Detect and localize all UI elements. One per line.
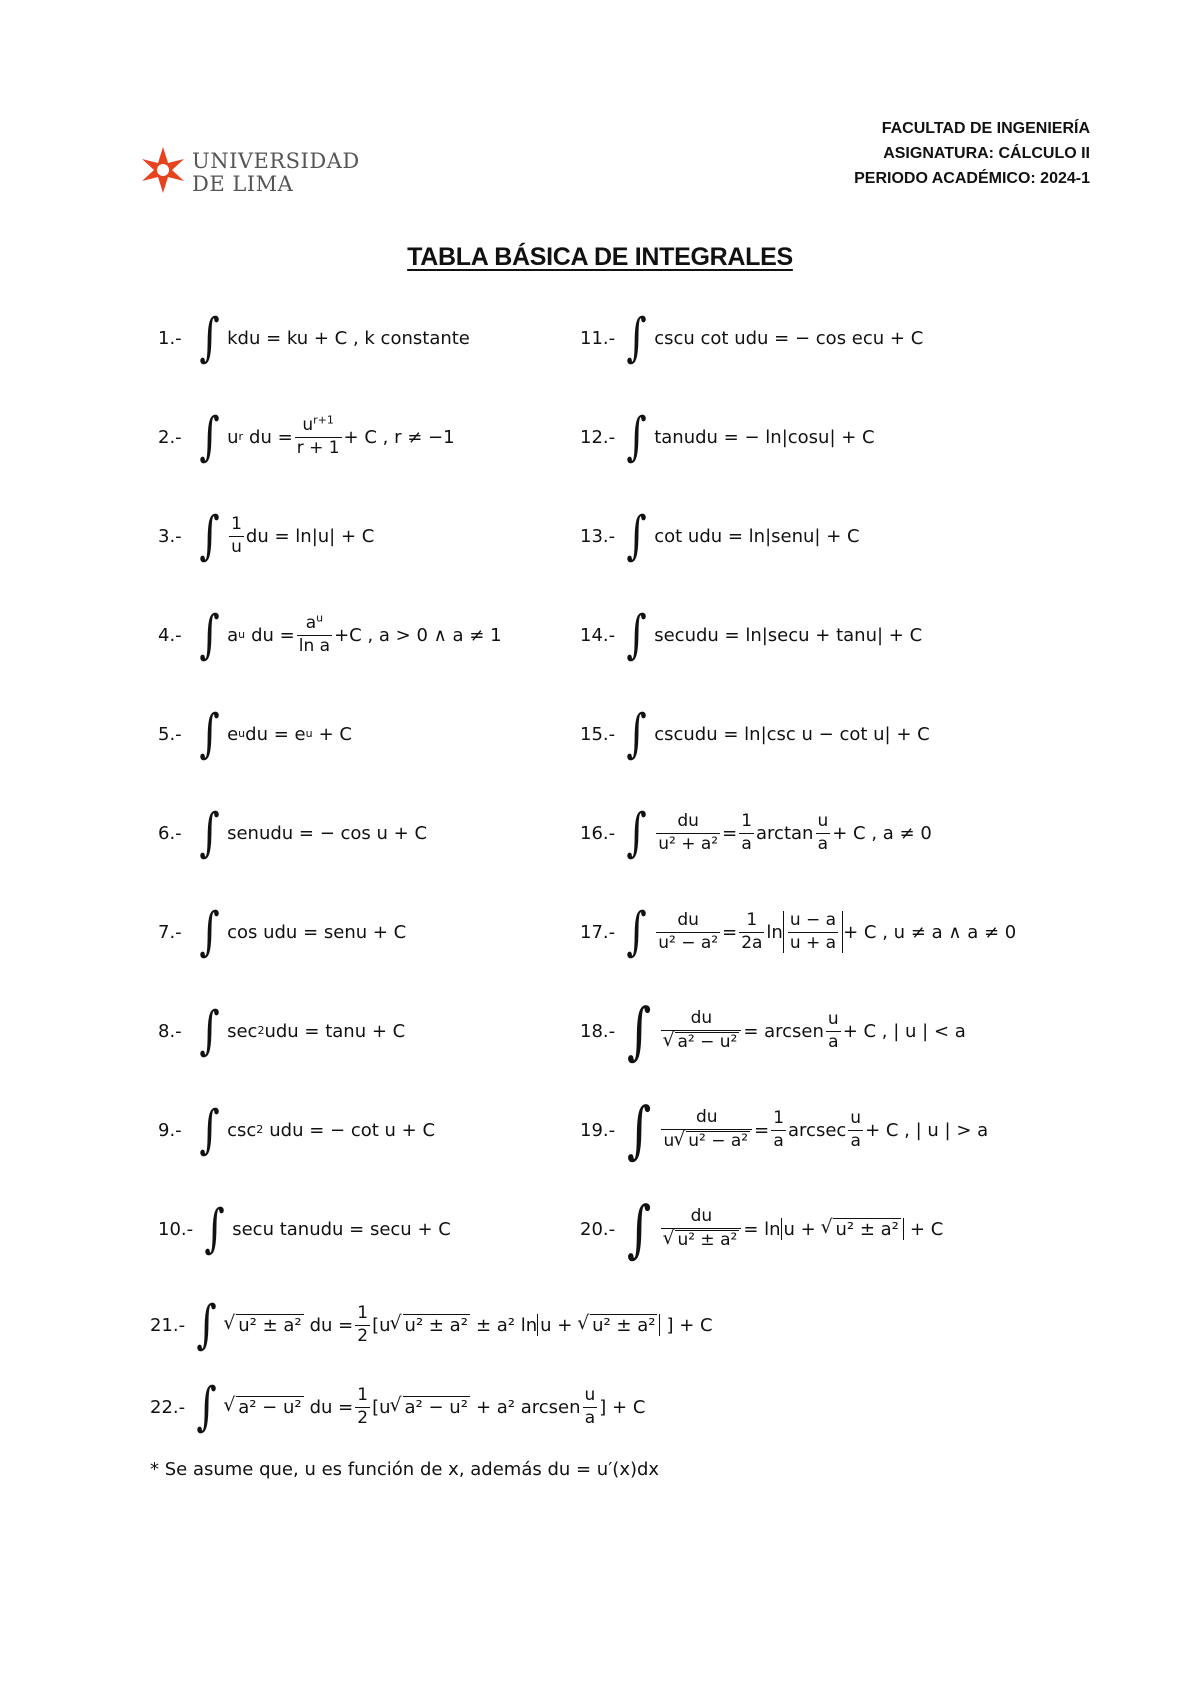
fraction-num: 1 bbox=[357, 1302, 369, 1323]
integral-sign: ∫ bbox=[626, 704, 647, 764]
formula-1 bbox=[158, 306, 470, 370]
formula-7 bbox=[158, 900, 406, 964]
formula-number: 7.- bbox=[158, 921, 182, 943]
fraction-num: 1 bbox=[773, 1107, 785, 1128]
logo-line1: UNIVERSIDAD bbox=[192, 149, 360, 173]
fraction bbox=[739, 812, 754, 854]
integral-sign: ∫ bbox=[627, 994, 652, 1067]
formula-6 bbox=[158, 801, 427, 865]
fraction bbox=[661, 1207, 741, 1250]
sqrt-expr: √ u² ± a² bbox=[236, 1314, 303, 1336]
fraction-num: 1 bbox=[746, 909, 758, 930]
fraction-den: 2 bbox=[357, 1407, 369, 1428]
fraction bbox=[295, 413, 342, 458]
formula-part: du = bbox=[309, 1314, 354, 1336]
logo-star-icon bbox=[138, 145, 188, 195]
integral-sign: ∫ bbox=[199, 308, 220, 368]
formula-part: + C bbox=[909, 1218, 944, 1240]
formula-part: + a² arcsen bbox=[475, 1396, 581, 1418]
formula-part: + C bbox=[318, 723, 352, 745]
formula-8: 8.- ∫ sec 2 udu = tanu + C bbox=[158, 1001, 406, 1061]
formula-part: a bbox=[227, 624, 239, 646]
fraction-num: 1 bbox=[357, 1384, 369, 1405]
formula-12 bbox=[580, 405, 875, 469]
fraction-num: du bbox=[677, 909, 699, 930]
integral-sign: ∫ bbox=[627, 1093, 652, 1166]
fraction-num: u − a bbox=[789, 909, 837, 930]
formula-number: 5.- bbox=[158, 723, 182, 745]
formula-number: 2.- bbox=[158, 426, 182, 448]
formula-part: = bbox=[722, 921, 738, 943]
fraction-den: a bbox=[741, 833, 752, 854]
formula-15 bbox=[580, 702, 930, 766]
formula-part: [u bbox=[372, 1314, 391, 1336]
integral-sign: ∫ bbox=[199, 1001, 220, 1061]
formula-number: 21.- bbox=[150, 1314, 186, 1336]
fraction-den: a bbox=[584, 1407, 596, 1428]
sqrt-expr: √ a² − u² bbox=[403, 1396, 470, 1418]
logo-line2: DE LIMA bbox=[192, 172, 294, 196]
formula-body: cscudu = ln|csc u − cot u| + C bbox=[654, 723, 930, 745]
absolute-value bbox=[783, 911, 843, 953]
fraction-den: u² − a² bbox=[658, 932, 719, 953]
formula-10 bbox=[158, 1197, 451, 1261]
formula-9: 9.- ∫ csc 2 udu = − cot u + C bbox=[158, 1100, 436, 1160]
integral-sign: ∫ bbox=[199, 506, 220, 566]
fraction bbox=[771, 1109, 786, 1151]
formula-part: + C , r ≠ −1 bbox=[343, 426, 455, 448]
formula-number: 1.- bbox=[158, 327, 182, 349]
integral-sign: ∫ bbox=[626, 308, 647, 368]
formula-part: du = bbox=[249, 426, 293, 448]
formula-part: u + bbox=[783, 1219, 816, 1240]
fraction bbox=[583, 1386, 598, 1428]
header-info bbox=[854, 116, 1090, 191]
formula-part: [u bbox=[372, 1396, 391, 1418]
formula-part: u bbox=[227, 426, 239, 448]
formula-part: = bbox=[754, 1119, 770, 1141]
fraction-num: du bbox=[695, 1107, 718, 1128]
fraction bbox=[229, 515, 244, 557]
integral-sign: ∫ bbox=[204, 1199, 225, 1259]
fraction bbox=[826, 1010, 841, 1052]
fraction-num: du bbox=[690, 1008, 713, 1029]
formula-number: 11.- bbox=[580, 327, 616, 349]
fraction-num: du bbox=[677, 810, 699, 831]
formula-5: 5.- ∫ e u du = e u + C bbox=[158, 704, 352, 764]
formula-22 bbox=[150, 1375, 645, 1439]
formula-part: du = ln|u| + C bbox=[245, 525, 375, 547]
formula-part: + C , a ≠ 0 bbox=[832, 822, 932, 844]
formula-number: 3.- bbox=[158, 525, 182, 547]
integral-sign: ∫ bbox=[196, 1377, 217, 1437]
integral-sign: ∫ bbox=[626, 506, 647, 566]
formula-16 bbox=[580, 801, 932, 865]
formula-number: 20.- bbox=[580, 1218, 616, 1240]
formula-3 bbox=[158, 504, 374, 568]
fraction-num: a bbox=[305, 612, 317, 633]
formula-part: u bbox=[663, 1131, 675, 1151]
fraction-num: u bbox=[850, 1107, 862, 1128]
integral-sign: ∫ bbox=[199, 902, 220, 962]
formula-2: 2.- ∫ u r du = $\frac{u^{r+1}}{r + 1}$ + C , r ≠ −1 bbox=[158, 407, 455, 467]
fraction-den: u bbox=[231, 536, 242, 557]
page-title: TABLA BÁSICA DE INTEGRALES bbox=[407, 243, 793, 271]
formula-body: senudu = − cos u + C bbox=[227, 822, 428, 844]
fraction bbox=[739, 911, 764, 953]
fraction-num: u bbox=[817, 810, 829, 831]
integral-sign: ∫ bbox=[626, 902, 647, 962]
formula-part: du = e bbox=[245, 723, 306, 745]
formula-part: arctan bbox=[756, 822, 814, 844]
formula-number: 12.- bbox=[580, 426, 616, 448]
formula-part: = arcsen bbox=[743, 1020, 824, 1042]
formula-part: arcsec bbox=[788, 1119, 847, 1141]
fraction-den: 2a bbox=[741, 932, 763, 953]
formula-part: udu = − cot u + C bbox=[269, 1119, 436, 1141]
formula-body: cos udu = senu + C bbox=[227, 921, 407, 943]
fraction-den: ln a bbox=[298, 635, 331, 656]
integral-sign: ∫ bbox=[626, 407, 647, 467]
formula-part: e bbox=[227, 723, 239, 745]
fraction bbox=[661, 1009, 741, 1052]
fraction bbox=[656, 911, 720, 953]
formula-4: 4.- ∫ a u du = $\frac{a^u}{\text{ln a}}$ +C , a > 0 ∧ a ≠ 1 bbox=[158, 605, 502, 665]
formula-part: +C , a > 0 ∧ a ≠ 1 bbox=[334, 624, 502, 646]
formula-part: ± a² ln bbox=[475, 1314, 538, 1336]
absolute-value bbox=[781, 1218, 904, 1240]
formula-11 bbox=[580, 306, 923, 370]
formula-part: + C , u ≠ a ∧ a ≠ 0 bbox=[843, 921, 1017, 943]
fraction bbox=[848, 1109, 863, 1151]
fraction-num: 1 bbox=[741, 810, 753, 831]
sqrt-expr: √ u² ± a² bbox=[675, 1230, 739, 1251]
formula-body: kdu = ku + C , k constante bbox=[227, 327, 470, 349]
fraction-den: a bbox=[850, 1130, 861, 1151]
fraction-num: u bbox=[302, 414, 314, 435]
formula-number: 19.- bbox=[580, 1119, 616, 1141]
fraction bbox=[661, 1108, 752, 1151]
formula-part: = bbox=[722, 822, 738, 844]
fraction-num: u bbox=[584, 1384, 596, 1405]
formula-body: secu tanudu = secu + C bbox=[232, 1218, 451, 1240]
formula-number: 17.- bbox=[580, 921, 616, 943]
fraction-den: 2 bbox=[357, 1325, 369, 1346]
sqrt-expr: √ u² ± a² bbox=[403, 1314, 470, 1336]
formula-18 bbox=[580, 994, 966, 1067]
fraction bbox=[815, 812, 830, 854]
formula-part: = ln bbox=[743, 1218, 781, 1240]
integral-sign: ∫ bbox=[199, 1100, 220, 1160]
integral-sign: ∫ bbox=[627, 1192, 652, 1265]
formula-number: 15.- bbox=[580, 723, 616, 745]
fraction bbox=[788, 911, 838, 953]
sqrt-expr: √ u² ± a² bbox=[590, 1314, 657, 1336]
fraction-den: a bbox=[817, 833, 829, 854]
formula-part: u + bbox=[540, 1315, 573, 1336]
formula-body: cscu cot udu = − cos ecu + C bbox=[654, 327, 924, 349]
fraction-den: a bbox=[773, 1130, 784, 1151]
formula-14 bbox=[580, 603, 922, 667]
formula-body: secudu = ln|secu + tanu| + C bbox=[654, 624, 923, 646]
formula-part: + C , | u | < a bbox=[842, 1020, 966, 1042]
integral-sign: ∫ bbox=[196, 1295, 217, 1355]
subject: ASIGNATURA: CÁLCULO II bbox=[883, 145, 1090, 162]
sqrt-expr: √ a² − u² bbox=[236, 1396, 303, 1418]
integral-sign: ∫ bbox=[199, 407, 220, 467]
integral-sign: ∫ bbox=[626, 605, 647, 665]
integral-sign: ∫ bbox=[199, 704, 220, 764]
university-logo bbox=[138, 145, 498, 205]
formula-number: 14.- bbox=[580, 624, 616, 646]
formula-19 bbox=[580, 1093, 989, 1166]
formula-number: 18.- bbox=[580, 1020, 616, 1042]
absolute-value bbox=[537, 1314, 660, 1336]
sqrt-expr: √ a² − u² bbox=[675, 1032, 739, 1053]
formula-number: 6.- bbox=[158, 822, 182, 844]
formula-sup: u bbox=[316, 611, 324, 625]
formula-13 bbox=[580, 504, 860, 568]
fraction bbox=[656, 812, 720, 854]
formula-number: 22.- bbox=[150, 1396, 186, 1418]
fraction-num: u bbox=[827, 1008, 839, 1029]
fraction bbox=[355, 1304, 370, 1346]
formula-number: 10.- bbox=[158, 1218, 194, 1240]
formula-number: 9.- bbox=[158, 1119, 182, 1141]
fraction bbox=[297, 611, 332, 656]
formula-number: 8.- bbox=[158, 1020, 182, 1042]
formula-body: cot udu = ln|senu| + C bbox=[654, 525, 860, 547]
faculty: FACULTAD DE INGENIERÍA bbox=[881, 120, 1090, 137]
sqrt-expr: √ u² − a² bbox=[686, 1131, 750, 1152]
fraction-den: u² + a² bbox=[658, 833, 719, 854]
formula-body: tanudu = − ln|cosu| + C bbox=[654, 426, 875, 448]
period: PERIODO ACADÉMICO: 2024-1 bbox=[854, 170, 1090, 187]
fraction bbox=[355, 1386, 370, 1428]
formula-part: sec bbox=[227, 1020, 258, 1042]
formula-sup: r+1 bbox=[313, 413, 334, 427]
formula-number: 13.- bbox=[580, 525, 616, 547]
footnote: * Se asume que, u es función de x, además du = u′(x)dx bbox=[150, 1459, 660, 1480]
fraction-den: a bbox=[828, 1031, 839, 1052]
formula-part: ] + C bbox=[599, 1396, 646, 1418]
formula-part: csc bbox=[227, 1119, 257, 1141]
formula-part: ] + C bbox=[666, 1314, 713, 1336]
formula-part: + C , | u | > a bbox=[865, 1119, 989, 1141]
formula-21 bbox=[150, 1293, 713, 1357]
formula-part: du = bbox=[309, 1396, 354, 1418]
fraction-num: du bbox=[690, 1206, 713, 1227]
formula-20 bbox=[580, 1192, 944, 1265]
integral-sign: ∫ bbox=[199, 605, 220, 665]
formula-number: 4.- bbox=[158, 624, 182, 646]
formula-17 bbox=[580, 900, 1016, 964]
formula-part: udu = tanu + C bbox=[264, 1020, 406, 1042]
fraction-den: r + 1 bbox=[296, 437, 340, 458]
formula-part: ln bbox=[766, 921, 783, 943]
integral-sign: ∫ bbox=[199, 803, 220, 863]
integral-sign: ∫ bbox=[626, 803, 647, 863]
sqrt-expr: √ u² ± a² bbox=[833, 1218, 900, 1240]
fraction-den: u + a bbox=[789, 932, 837, 953]
formula-number: 16.- bbox=[580, 822, 616, 844]
fraction-num: 1 bbox=[231, 513, 242, 534]
formula-part: du = bbox=[251, 624, 295, 646]
